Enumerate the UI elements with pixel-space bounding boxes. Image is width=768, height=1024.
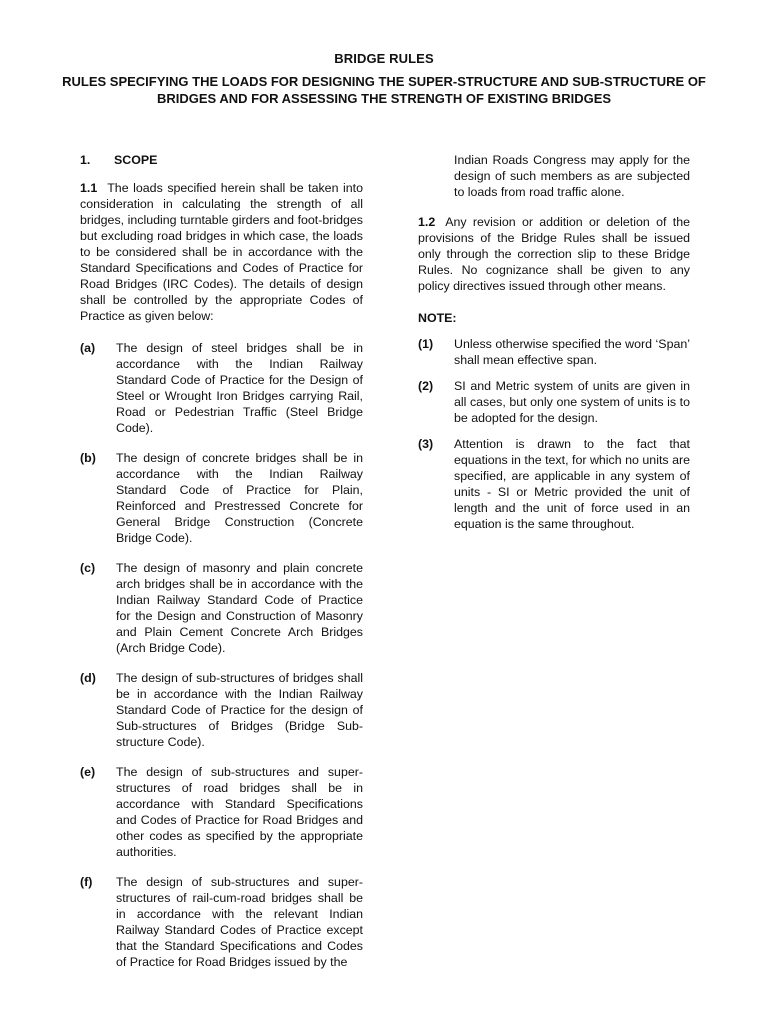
list-item-label: (d) bbox=[80, 671, 96, 685]
section-number: 1. bbox=[80, 153, 91, 167]
list-item-text: The design of sub-structures and super-structures of road bridges shall be in accordance with Standard Specifications and Codes of Practice for Road Bridges and other codes as specified by the appropriate authorities. bbox=[116, 765, 363, 859]
list-item-label: (a) bbox=[80, 341, 96, 355]
list-item bbox=[80, 874, 363, 970]
list-item-label: (b) bbox=[80, 451, 96, 465]
note-label: (2) bbox=[418, 379, 434, 393]
list-item-label: (f) bbox=[80, 875, 93, 889]
list-item-label: (e) bbox=[80, 765, 96, 779]
note-item bbox=[418, 378, 690, 426]
paragraph-text: Any revision or addition or deletion of the provisions of the Bridge Rules shall be issued only through the correction slip to these Bridge Rules. No cognizance shall be given to any policy directives issued through other means. bbox=[418, 215, 690, 293]
list-item-text: The design of steel bridges shall be in accordance with the Indian Railway Standard Code of Practice for the Design of Steel or Wrought Iron Bridges carrying Rail, Road or Pedestrian Traffic (Steel Bridge Code). bbox=[116, 341, 363, 435]
list-item-label: (c) bbox=[80, 561, 96, 575]
section-title: SCOPE bbox=[114, 153, 158, 167]
list-item-text: The design of masonry and plain concrete arch bridges shall be in accordance with the Indian Railway Standard Code of Practice for the Design and Construction of Masonry and Plain Cement Concrete Arch Bridges (Arch Bridge Code). bbox=[116, 561, 363, 655]
paragraph-1-1 bbox=[80, 180, 363, 324]
note-label: (3) bbox=[418, 437, 434, 451]
note-text: Attention is drawn to the fact that equations in the text, for which no units are specified, are applicable in any system of units - SI or Metric provided the unit of length and the unit of force used in an equation is the same throughout. bbox=[454, 437, 690, 531]
list-item bbox=[80, 340, 363, 436]
list-item bbox=[80, 764, 363, 860]
paragraph-number: 1.2 bbox=[418, 215, 436, 229]
list-item-text: The design of concrete bridges shall be in accordance with the Indian Railway Standard Code of Practice for Plain, Reinforced and Prestressed Concrete for General Bridge Construction (Concrete Bridge Code). bbox=[116, 451, 363, 545]
paragraph-text: The loads specified herein shall be taken into consideration in calculating the strength of all bridges, including turntable girders and foot-bridges but excluding road bridges in which case, the loads to be considered shall be in accordance with the Standard Specifications and Codes of Practice for Road Bridges (IRC Codes). The details of design shall be controlled by the appropriate Codes of Practice as given below: bbox=[80, 181, 363, 323]
list-item-continuation: Indian Roads Congress may apply for the design of such members as are subjected to loads from road traffic alone. bbox=[454, 153, 690, 199]
list-item bbox=[80, 450, 363, 546]
paragraph-1-2 bbox=[418, 214, 690, 294]
note-label: (1) bbox=[418, 337, 434, 351]
note-item bbox=[418, 336, 690, 368]
left-column bbox=[80, 152, 363, 984]
list-item-text: The design of sub-structures and super-structures of rail-cum-road bridges shall be in accordance with the relevant Indian Railway Standard Codes of Practice except that the Standard Specifications and Codes of Practice for Road Bridges issued by the bbox=[116, 875, 363, 969]
note-item bbox=[418, 436, 690, 532]
document-title: BRIDGE RULES bbox=[334, 51, 434, 66]
paragraph-number: 1.1 bbox=[80, 181, 98, 195]
list-item-text: The design of sub-structures of bridges shall be in accordance with the Indian Railway Standard Code of Practice for the design of Sub-structures of Bridges (Bridge Sub-structure Code). bbox=[116, 671, 363, 749]
right-column bbox=[418, 152, 690, 542]
list-item bbox=[80, 670, 363, 750]
note-heading: NOTE: bbox=[418, 311, 457, 325]
list-item bbox=[80, 560, 363, 656]
section-heading bbox=[80, 152, 363, 168]
note-text: Unless otherwise specified the word ‘Span’ shall mean effective span. bbox=[454, 337, 690, 367]
document-subtitle: RULES SPECIFYING THE LOADS FOR DESIGNING THE SUPER-STRUCTURE AND SUB-STRUCTURE OF BRIDGES AND FOR ASSESSING THE STRENGTH OF EXISTING BRIDGES bbox=[62, 74, 706, 106]
note-text: SI and Metric system of units are given in all cases, but only one system of units is to be adopted for the design. bbox=[454, 379, 690, 425]
